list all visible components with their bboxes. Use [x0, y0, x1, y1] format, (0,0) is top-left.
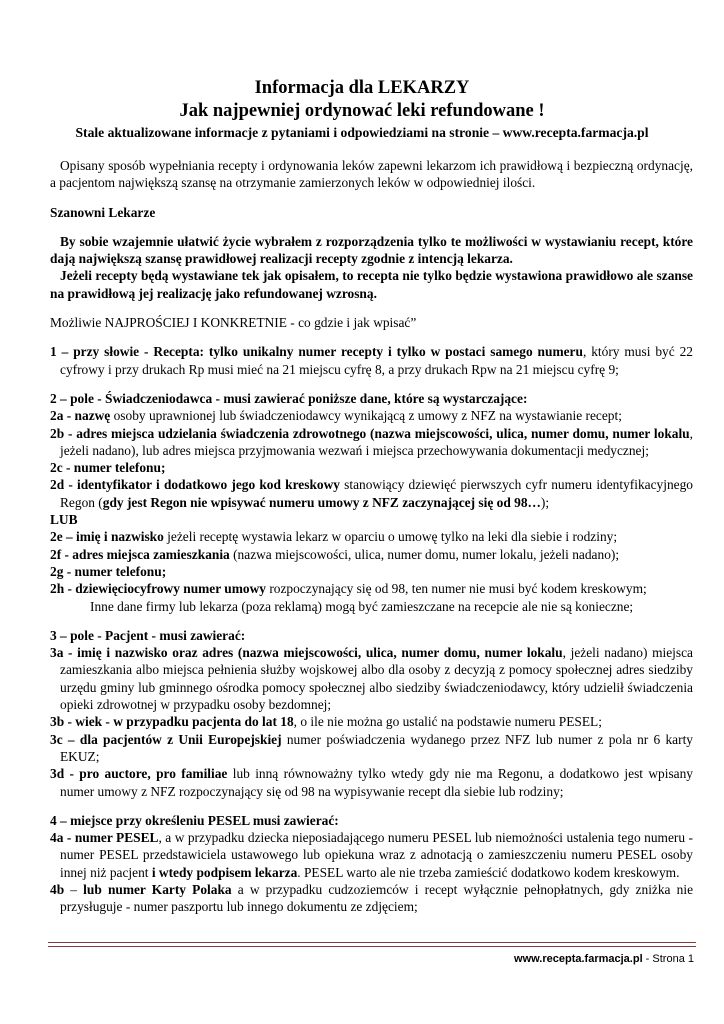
item-3c: 3c – dla pacjentów z Unii Europejskiej numer poświadczenia wydanego przez NFZ lub numer z pola nr 6 karty EKUZ;	[50, 731, 694, 764]
page-subtitle: Jak najpewniej ordynować leki refundowane !	[179, 101, 545, 121]
item-4b: 4b – lub numer Karty Polaka a w przypadku cudzoziemców i recept wyłącznie pełnopłatnych, gdy zniżka nie przysługuje - numer paszportu lub innego dokumentu ze zdjęciem;	[50, 881, 694, 915]
item-2d: 2d - identyfikator i dodatkowo jego kod kreskowy stanowiący dziewięć pierwszych cyfr numeru identyfikacyjnego Regon (gdy jest Regon nie wpisywać numeru umowy z NFZ zaczynającej się od 98…);	[50, 477, 693, 510]
section-1-recepta: 1 – przy słowie - Recepta: tylko unikalny numer recepty i tylko w postaci samego numeru, który musi być 22 cyfrowy i przy drukach Rp musi mieć na 21 miejscu cyfrę 8, a przy drukach Rpw na 21 miejscu cyfrę 9;	[50, 344, 693, 377]
item-2g: 2g - numer telefonu;	[50, 563, 167, 579]
page-title: Informacja dla LEKARZY	[254, 78, 470, 98]
page-footer: www.recepta.farmacja.pl - Strona 1	[514, 953, 694, 965]
item-3d: 3d - pro auctore, pro familiae lub inną równoważny tylko wtedy gdy nie ma Regonu, a dodatkowo jest wpisany numer umowy z NFZ rozpoczynający się od 98 na wypisywanie recept dla siebie lub rodziny;	[50, 766, 693, 799]
item-4a: 4a - numer PESEL, a w przypadku dziecka nieposiadającego numeru PESEL lub niemożności ustalenia tego numeru - numer PESEL przedstawiciela ustawowego lub opiekuna wraz z adnotacją o zamieszczeniu numeru PESEL osoby innej niż pacjent i wtedy podpisem lekarza. PESEL warto ale nie trzeba zamieścić dodatkowo kodem kreskowym.	[50, 830, 693, 880]
item-2f: 2f - adres miejsca zamieszkania (nazwa miejscowości, ulica, numer domu, numer lokalu, jeżeli nadano);	[50, 546, 620, 562]
item-2a: 2a - nazwę osoby uprawnionej lub świadczeniodawcy wynikającą z umowy z NFZ na wystawianie recept;	[50, 408, 622, 424]
section-4-heading: 4 – miejsce przy określeniu PESEL musi zawierać:	[50, 812, 339, 828]
item-2h: 2h - dziewięciocyfrowy numer umowy rozpoczynający się od 98, ten numer nie musi być kodem kreskowym;	[50, 581, 647, 597]
item-or-separator: LUB	[50, 512, 78, 528]
greeting: Szanowni Lekarze	[50, 204, 156, 220]
section-2-heading: 2 – pole - Świadczeniodawca - musi zawierać poniższe dane, które są wystarczające:	[50, 390, 528, 406]
appeal-paragraph-1: By sobie wzajemnie ułatwić życie wybrałem z rozporządzenia tylko te możliwości w wystawianiu recept, które dają największą szansę prawidłowej realizacji recepty zgodnie z intencją lekarza.	[50, 233, 693, 267]
section-2-note: Inne dane firmy lub lekarza (poza reklamą) mogą być zamieszczane na recepcie ale nie są konieczne;	[90, 598, 634, 614]
item-3b: 3b - wiek - w przypadku pacjenta do lat 18, o ile nie można go ustalić na podstawie numeru PESEL;	[50, 714, 602, 730]
section-3-heading: 3 – pole - Pacjent - musi zawierać:	[50, 627, 246, 643]
footer-page-number: Strona 1	[652, 953, 694, 965]
item-2e: 2e – imię i nazwisko jeżeli receptę wystawia lekarz w oparciu o umowę tylko na leki dla siebie i rodziny;	[50, 529, 618, 545]
intro-paragraph: Opisany sposób wypełniania recepty i ordynowania leków zapewni lekarzom ich prawidłową i bezpieczną ordynację, a pacjentom największą szansę na otrzymanie zamierzonych leków w odpowiedniej ilości.	[50, 158, 693, 191]
appeal-paragraph-2: Jeżeli recepty będą wystawiane tek jak opisałem, to recepta nie tylko będzie wystawiona prawidłowo ale szanse na prawidłową jej realizację jako refundowanej wzrosną.	[50, 268, 693, 301]
item-3a: 3a - imię i nazwisko oraz adres (nazwa miejscowości, ulica, numer domu, numer lokalu, jeżeli nadano) miejsca zamieszkania albo miejsca pełnienia służby wojskowej albo dla osoby z decyzją z pomocy społecznej adres siedziby urzędu gminy lub gminnego ośrodka pomocy społecznej albo siedziby świadczeniodawcy, który udzielił świadczenia opieki zdrowotnej w przypadku osoby bezdomnej;	[50, 645, 693, 713]
footer-rule-thin	[48, 946, 696, 947]
item-2c: 2c - numer telefonu;	[50, 460, 166, 476]
page-tagline: Stale aktualizowane informacje z pytaniami i odpowiedziami na stronie – www.recepta.farmacja.pl	[75, 125, 649, 140]
document-body	[50, 157, 693, 916]
footer-rule-thick	[48, 942, 696, 943]
section-heading: Możliwie NAJPROŚCIEJ I KONKRETNIE - co gdzie i jak wpisać”	[50, 315, 417, 331]
item-2b: 2b - adres miejsca udzielania świadczenia zdrowotnego (nazwa miejscowości, ulica, numer domu, numer lokalu, jeżeli nadano), lub adres miejsca przyjmowania wezwań i miejsca przechowywania dokumentacji medycznej;	[50, 425, 693, 458]
footer-site: www.recepta.farmacja.pl	[514, 953, 643, 965]
